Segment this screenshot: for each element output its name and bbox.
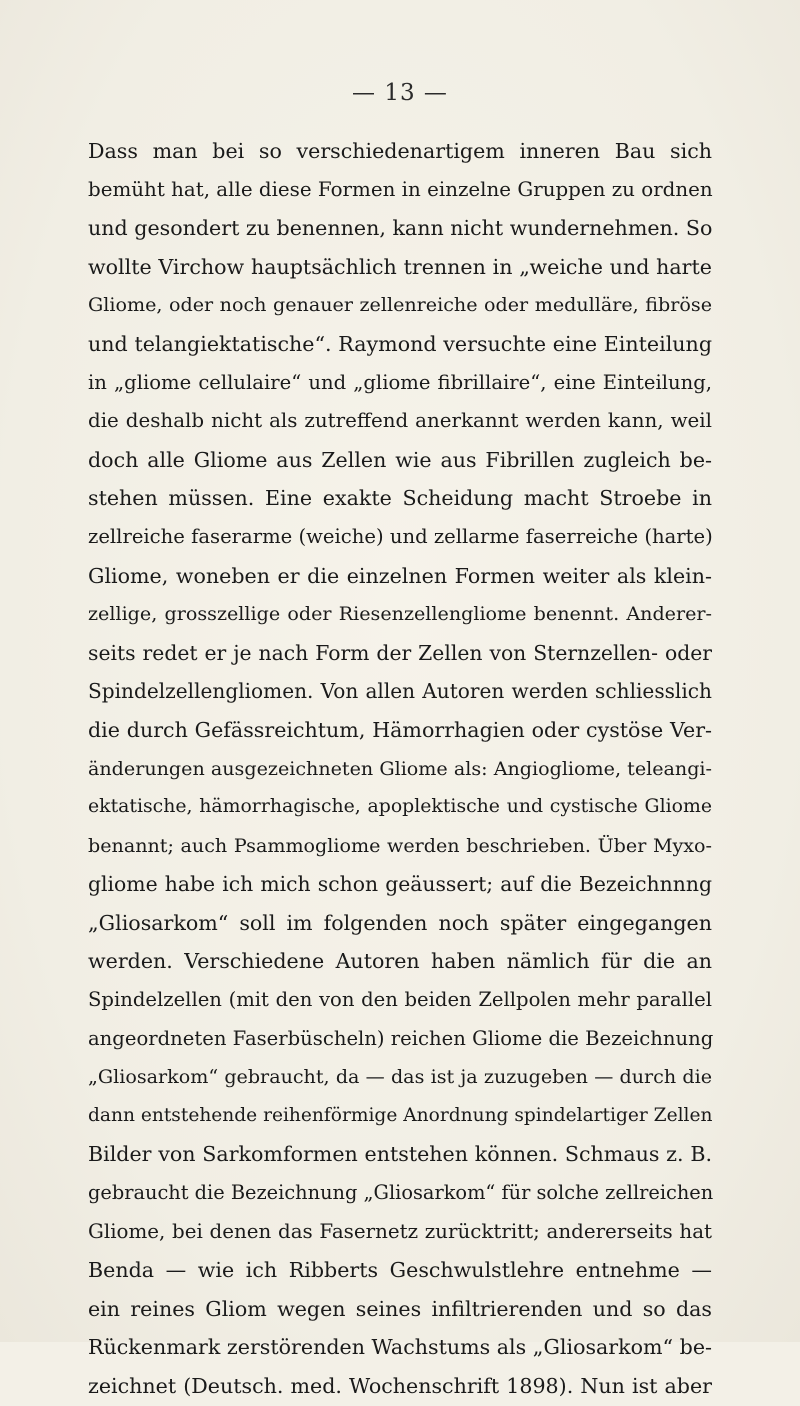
- text-line: und gesondert zu benennen, kann nicht wundernehmen. So: [88, 216, 713, 241]
- text-line: und telangiektatische“. Raymond versuchte eine Einteilung: [88, 331, 712, 356]
- text-line: Gliome, woneben er die einzelnen Formen weiter als klein-: [88, 563, 712, 588]
- text-line: stehen müssen. Eine exakte Scheidung macht Stroebe in: [88, 486, 712, 511]
- text-line: zeichnet (Deutsch. med. Wochenschrift 1898). Nun ist aber: [88, 1374, 712, 1398]
- text-line: zellreiche faserarme (weiche) und zellarme faserreiche (harte): [88, 524, 713, 548]
- text-line: in „gliome cellulaire“ und „gliome fibrillaire“, eine Einteilung,: [88, 370, 712, 394]
- text-line: Gliome, oder noch genauer zellenreiche oder medulläre, fibröse: [88, 293, 712, 317]
- text-line: zellige, grosszellige oder Riesenzellengliome benennt. Anderer-: [88, 602, 712, 626]
- text-line: die deshalb nicht als zutreffend anerkannt werden kann, weil: [88, 409, 712, 433]
- text-line: gliome habe ich mich schon geäussert; auf die Bezeichnnng: [88, 872, 712, 897]
- text-line: doch alle Gliome aus Zellen wie aus Fibrillen zugleich be-: [88, 447, 712, 472]
- text-line: ein reines Gliom wegen seines infiltrierenden und so das: [88, 1296, 712, 1321]
- text-line: wollte Virchow hauptsächlich trennen in „weiche und harte: [88, 254, 712, 279]
- text-line: Spindelzellengliomen. Von allen Autoren werden schliesslich: [88, 679, 712, 704]
- body-text: [88, 132, 712, 1406]
- text-line: Rückenmark zerstörenden Wachstums als „Gliosarkom“ be-: [88, 1335, 712, 1360]
- text-line: „Gliosarkom“ gebraucht, da — das ist ja zuzugeben — durch die: [88, 1065, 712, 1089]
- text-line: die durch Gefässreichtum, Hämorrhagien oder cystöse Ver-: [88, 717, 712, 742]
- text-line: Gliome, bei denen das Fasernetz zurücktritt; andererseits hat: [88, 1219, 712, 1243]
- text-line: „Gliosarkom“ soll im folgenden noch später eingegangen: [88, 910, 712, 935]
- text-line: angeordneten Faserbüscheln) reichen Gliome die Bezeichnung: [88, 1026, 714, 1050]
- text-line: dann entstehende reihenförmige Anordnung spindelartiger Zellen: [88, 1104, 713, 1126]
- page-number: — 13 —: [352, 80, 448, 106]
- text-line: bemüht hat, alle diese Formen in einzelne Gruppen zu ordnen: [88, 177, 713, 201]
- text-line: ektatische, hämorrhagische, apoplektische und cystische Gliome: [88, 796, 712, 818]
- text-line: änderungen ausgezeichneten Gliome als: Angiogliome, teleangi-: [88, 756, 712, 780]
- text-line: seits redet er je nach Form der Zellen von Sternzellen- oder: [88, 640, 712, 665]
- text-line: Dass man bei so verschiedenartigem inneren Bau sich: [88, 139, 712, 163]
- text-line: gebraucht die Bezeichnung „Gliosarkom“ für solche zellreichen: [88, 1181, 714, 1205]
- text-line: Bilder von Sarkomformen entstehen können. Schmaus z. B.: [88, 1142, 712, 1167]
- text-line: werden. Verschiedene Autoren haben nämlich für die an: [88, 949, 712, 974]
- text-line: Benda — wie ich Ribberts Geschwulstlehre entnehme —: [88, 1258, 712, 1283]
- text-line: Spindelzellen (mit den von den beiden Zellpolen mehr parallel: [88, 988, 712, 1012]
- text-line: benannt; auch Psammogliome werden beschrieben. Über Myxo-: [88, 833, 712, 857]
